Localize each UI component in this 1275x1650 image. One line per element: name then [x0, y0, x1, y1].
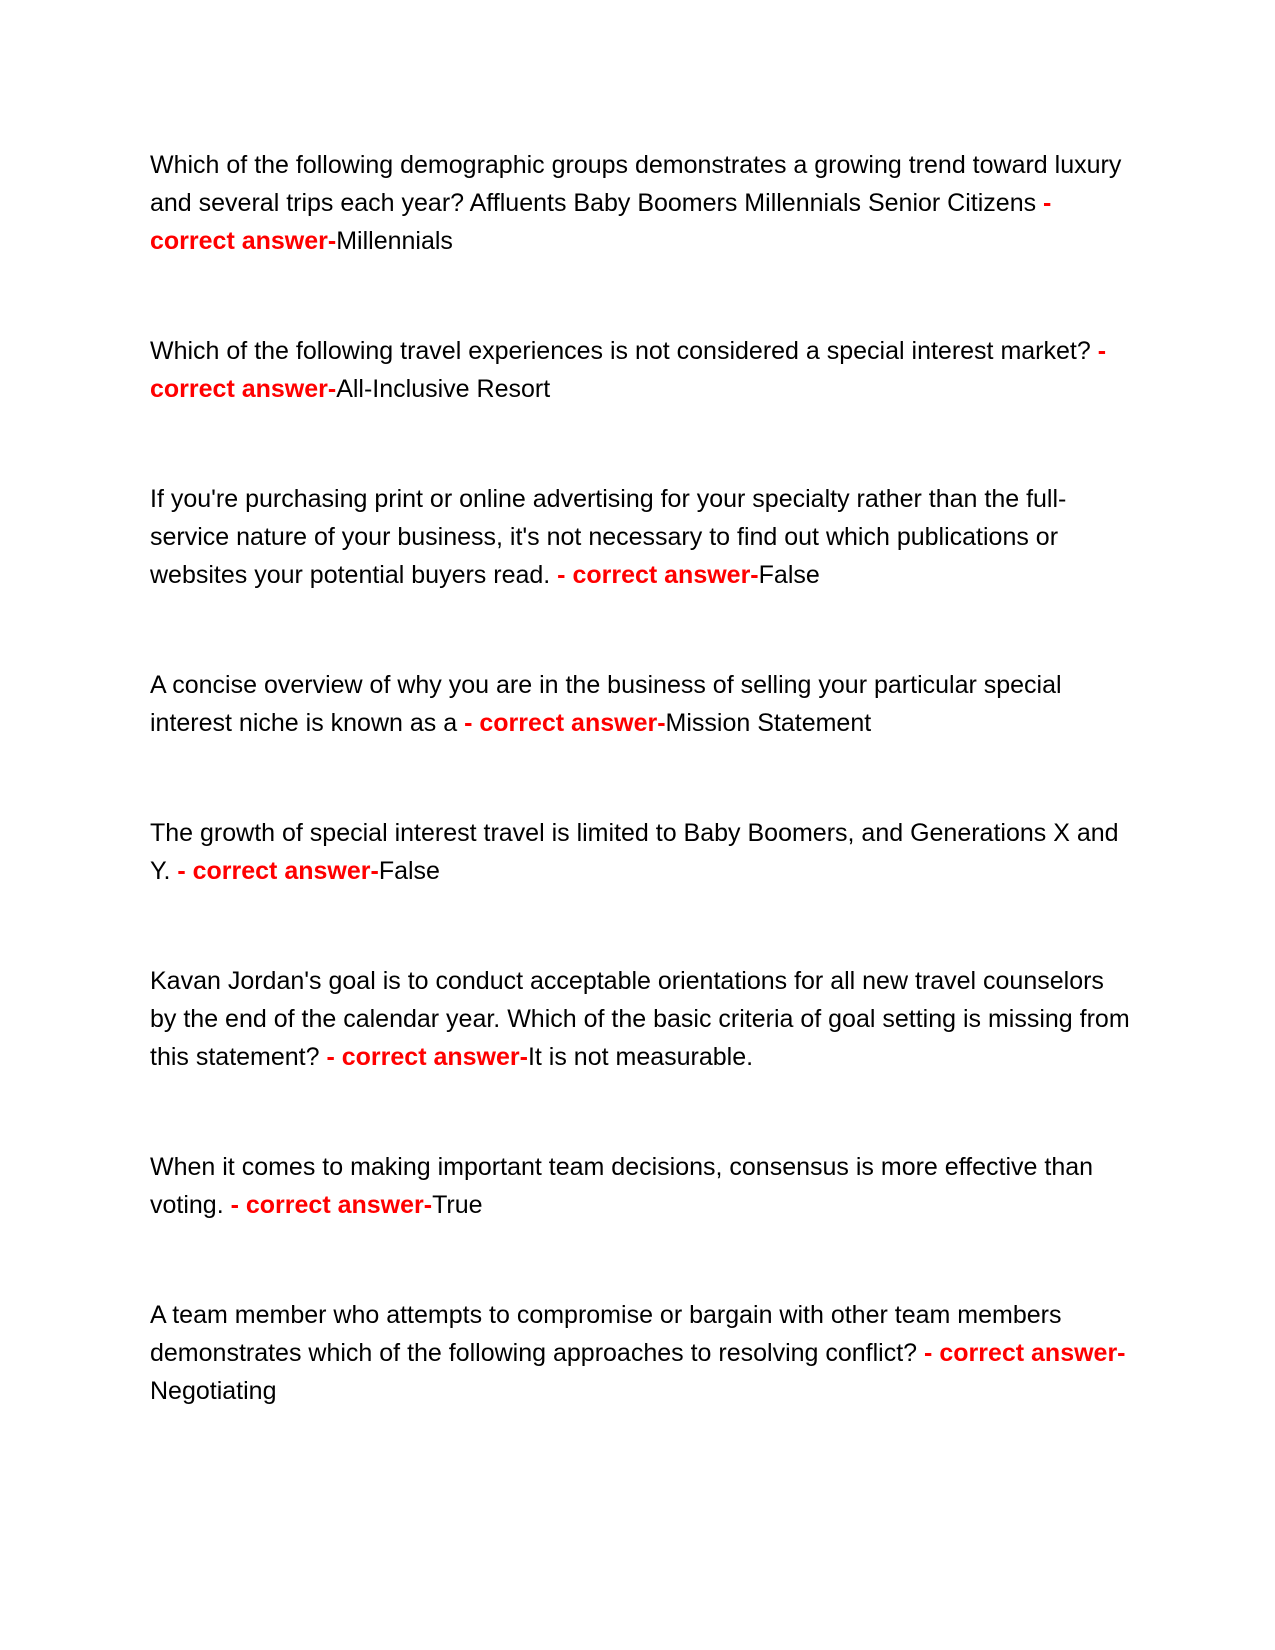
answer-marker: - correct answer- — [230, 1191, 433, 1219]
question-text: Which of the following travel experiences is not considered a special interest market? — [150, 337, 1098, 365]
qa-item — [150, 1148, 1130, 1224]
answer-marker: - correct answer- — [150, 189, 1052, 255]
question-text: A team member who attempts to compromise or bargain with other team members demonstrates which of the following approaches to resolving conflict? — [150, 1301, 1062, 1367]
question-text: When it comes to making important team decisions, consensus is more effective than voting. — [150, 1153, 1094, 1219]
answer-text: It is not measurable. — [527, 1043, 754, 1071]
answer-marker: - correct answer- — [924, 1339, 1126, 1367]
qa-item — [150, 962, 1130, 1076]
answer-marker: - correct answer- — [326, 1043, 528, 1071]
document-page — [150, 146, 1130, 1482]
qa-item — [150, 480, 1130, 594]
qa-item — [150, 332, 1130, 408]
question-text: The growth of special interest travel is limited to Baby Boomers, and Generations X and Y. — [150, 819, 1119, 885]
qa-item — [150, 814, 1130, 890]
qa-item — [150, 666, 1130, 742]
answer-text: True — [432, 1191, 483, 1219]
answer-text: False — [758, 561, 820, 589]
answer-text: All-Inclusive Resort — [336, 375, 551, 403]
question-text: Kavan Jordan's goal is to conduct acceptable orientations for all new travel counselors by the end of the calendar year. Which of the basic criteria of goal setting is missing from this statement? — [150, 967, 1130, 1071]
answer-text: False — [378, 857, 440, 885]
question-text: A concise overview of why you are in the business of selling your particular special interest niche is known as a — [150, 671, 1062, 737]
answer-text: Negotiating — [150, 1377, 277, 1405]
answer-marker: - correct answer- — [150, 337, 1107, 403]
qa-item — [150, 146, 1130, 260]
answer-text: Millennials — [336, 227, 453, 255]
question-text: Which of the following demographic groups demonstrates a growing trend toward luxury and several trips each year? Affluents Baby Boomers Millennials Senior Citizens — [150, 151, 1122, 217]
question-text: If you're purchasing print or online advertising for your specialty rather than the full-service nature of your business, it's not necessary to find out which publications or websites your potential buyers read. — [150, 485, 1067, 589]
qa-item — [150, 1296, 1130, 1410]
answer-marker: - correct answer- — [464, 709, 666, 737]
answer-marker: - correct answer- — [177, 857, 379, 885]
answer-text: Mission Statement — [665, 709, 872, 737]
answer-marker: - correct answer- — [557, 561, 759, 589]
